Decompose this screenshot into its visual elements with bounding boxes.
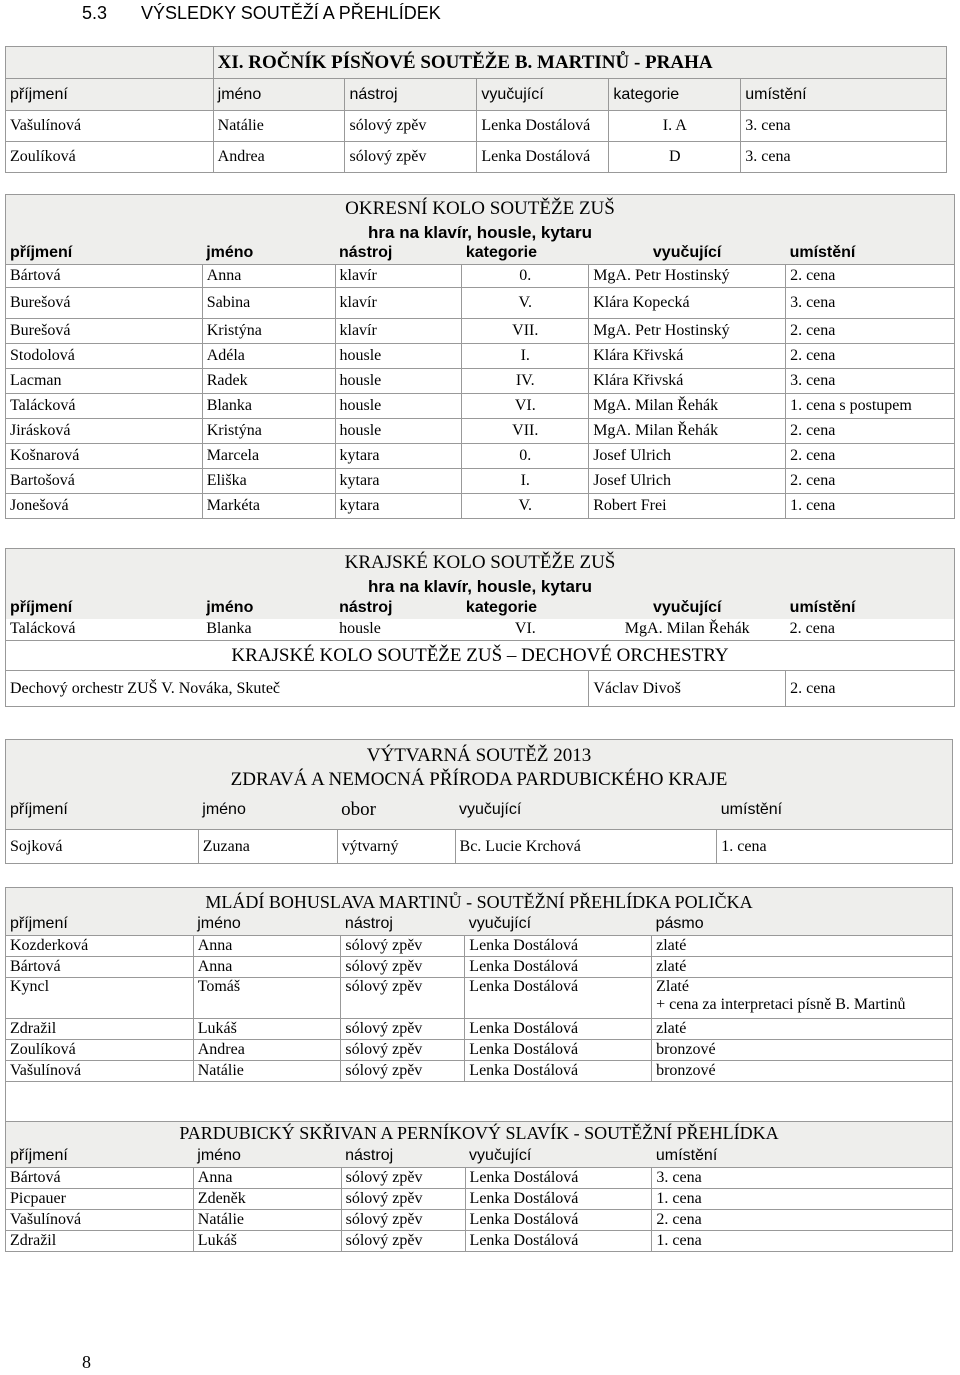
cell: sólový zpěv [345,111,477,142]
table-row [6,977,953,1018]
cell: bronzové [652,1060,953,1081]
t6-h3: vyučující [469,1147,532,1165]
cell: 3. cena [786,369,955,394]
cell: housle [335,369,462,394]
cell: Natálie [193,1210,341,1231]
cell: Zdražil [6,1018,194,1039]
t5-h1: jméno [197,914,241,932]
table-row [6,394,955,419]
cell: Klára Křivská [589,344,786,369]
cell: zlaté [652,956,953,977]
table-row [6,419,955,444]
t6-h4: umístění [655,1147,718,1165]
cell: sólový zpěv [341,1018,465,1039]
cell: I. [462,344,589,369]
cell: VI. [514,620,536,638]
table-row [6,1210,953,1231]
cell: 2. cena [786,444,955,469]
table-okresni-kolo [5,194,955,519]
t4-h2: obor [341,799,376,821]
t5-h4: pásmo [655,914,704,932]
cell: 3. cena [652,1168,953,1189]
cell: sólový zpěv [341,1231,465,1252]
cell: klavír [335,319,462,344]
cell: V. [462,288,589,319]
cell: 2. cena [786,265,955,288]
cell: sólový zpěv [345,142,477,173]
t3-h1: jméno [206,598,254,616]
cell: Zdražil [6,1231,194,1252]
cell: housle [339,620,381,638]
cell: 2. cena [786,469,955,494]
cell: Talácková [6,394,203,419]
cell: Stodolová [6,344,203,369]
table-row [6,344,955,369]
orch-teacher: Václav Divoš [589,671,786,707]
cell: Natálie [213,111,345,142]
table-row [6,444,955,469]
cell: VII. [462,419,589,444]
cell: Sabina [202,288,335,319]
kyncl-note: + cena za interpretaci písně B. Martinů [656,995,906,1013]
cell: Vašulínová [6,1210,194,1231]
t3-title: KRAJSKÉ KOLO SOUTĚŽE ZUŠ [6,549,955,577]
t1-h2: nástroj [345,79,477,111]
table-row [6,111,947,142]
pasmo-value: Zlaté [656,977,689,995]
cell: sólový zpěv [341,1039,465,1060]
t1-h0: příjmení [6,79,214,111]
cell: Lenka Dostálová [465,1018,652,1039]
table-mladi-martinu [5,887,953,1140]
t4-h1: jméno [202,801,246,819]
cell: I. A [609,111,741,142]
table-pardubicky-skrivan [5,1121,953,1252]
t5-h3: vyučující [468,914,532,932]
cell: housle [335,394,462,419]
cell: Talácková [10,620,76,638]
cell [652,977,953,1018]
cell: 1. cena [652,1189,953,1210]
cell: 0. [462,444,589,469]
page-number: 8 [82,1352,91,1372]
cell: zlaté [652,935,953,956]
cell: 1. cena [786,494,955,519]
t2-h4: vyučující [652,244,722,262]
t2-subtitle: hra na klavír, housle, kytaru [6,223,955,243]
cell: 2. cena [786,319,955,344]
cell: Bártová [6,956,194,977]
cell: sólový zpěv [341,1210,465,1231]
cell: 2. cena [786,344,955,369]
cell: IV. [462,369,589,394]
table-krajske-kolo [5,548,955,707]
cell: kytara [335,469,462,494]
cell: Bártová [6,1168,194,1189]
section-heading [82,3,441,24]
cell: Klára Kopecká [589,288,786,319]
cell: Kristýna [202,319,335,344]
cell: MgA. Petr Hostinský [589,265,786,288]
cell: Vašulínová [6,111,214,142]
cell: 2. cena [786,419,955,444]
t1-title: XI. ROČNÍK PÍSŇOVÉ SOUTĚŽE B. MARTINŮ - PRAHA [213,47,946,79]
t3-h4: vyučující [653,598,722,616]
cell: Radek [202,369,335,394]
cell: Adéla [202,344,335,369]
cell: Markéta [202,494,335,519]
cell: Kozderková [6,935,194,956]
cell: Lenka Dostálová [477,111,609,142]
t6-title: PARDUBICKÝ SKŘIVAN A PERNÍKOVÝ SLAVÍK - SOUTĚŽNÍ PŘEHLÍDKA [179,1123,779,1144]
cell: Lenka Dostálová [465,935,652,956]
cell: Anna [193,956,341,977]
cell: Tomáš [193,977,341,1018]
cell: 1. cena [717,830,953,864]
cell: Andrea [213,142,345,173]
cell: Burešová [6,319,203,344]
cell: Natálie [193,1060,341,1081]
t1-h5: umístění [741,79,947,111]
cell: Lenka Dostálová [477,142,609,173]
cell: Kyncl [6,977,194,1018]
cell: Zoulíková [6,1039,194,1060]
cell: housle [335,419,462,444]
cell: sólový zpěv [341,1189,465,1210]
t2-title: OKRESNÍ KOLO SOUTĚŽE ZUŠ [6,195,955,223]
cell: Josef Ulrich [589,444,786,469]
cell: Lenka Dostálová [465,1060,652,1081]
cell: Anna [202,265,335,288]
cell: Picpauer [6,1189,194,1210]
cell: 3. cena [741,142,947,173]
t4-title: VÝTVARNÁ SOUTĚŽ 2013 [366,744,592,766]
cell: VII. [462,319,589,344]
cell: MgA. Milan Řehák [589,394,786,419]
table-row [6,469,955,494]
cell: MgA. Milan Řehák [589,419,786,444]
cell: Lukáš [193,1018,341,1039]
cell: V. [462,494,589,519]
t5-h2: nástroj [344,914,393,932]
cell: 2. cena [652,1210,953,1231]
table-row [6,935,953,956]
cell: MgA. Milan Řehák [624,620,750,638]
cell: Lenka Dostálová [465,956,652,977]
table-row [6,1189,953,1210]
t5-h0: příjmení [10,914,68,932]
t5-title: MLÁDÍ BOHUSLAVA MARTINŮ - SOUTĚŽNÍ PŘEHLÍDKA POLIČKA [205,892,753,912]
t2-h3: kategorie [465,244,537,262]
cell: klavír [335,265,462,288]
cell: Zoulíková [6,142,214,173]
cell: Bártová [6,265,203,288]
t4-h0: příjmení [10,801,68,819]
t1-h4: kategorie [609,79,741,111]
cell: Sojková [6,830,199,864]
table-row [6,619,955,641]
cell: Jonešová [6,494,203,519]
cell: Lukáš [193,1231,341,1252]
t3-h3: kategorie [465,598,538,616]
cell: 3. cena [741,111,947,142]
cell: D [609,142,741,173]
t6-h1: jméno [197,1147,241,1165]
cell: Blanka [206,620,252,638]
table-row [6,1039,953,1060]
orch-place: 2. cena [786,671,955,707]
table-row [6,142,947,173]
cell: Eliška [202,469,335,494]
cell: sólový zpěv [341,1060,465,1081]
table-row [6,265,955,288]
cell: Bc. Lucie Krchová [455,830,717,864]
t6-h2: nástroj [345,1147,394,1165]
cell: Lenka Dostálová [465,1231,652,1252]
cell: Anna [193,935,341,956]
cell: Andrea [193,1039,341,1060]
cell: Anna [193,1168,341,1189]
orch-name: Dechový orchestr ZUŠ V. Nováka, Skuteč [6,671,589,707]
cell: Košnarová [6,444,203,469]
cell: 0. [462,265,589,288]
cell: 3. cena [786,288,955,319]
cell: Jirásková [6,419,203,444]
cell: Robert Frei [589,494,786,519]
t4-title2: ZDRAVÁ A NEMOCNÁ PŘÍRODA PARDUBICKÉHO KRAJE [230,768,728,790]
cell: výtvarný [337,830,455,864]
cell: sólový zpěv [341,977,465,1018]
cell: sólový zpěv [341,935,465,956]
cell: Lenka Dostálová [465,1189,652,1210]
t3-h5: umístění [789,598,856,616]
cell: housle [335,344,462,369]
cell: sólový zpěv [341,1168,465,1189]
table-row [6,1018,953,1039]
table-martinu-praha [5,46,947,173]
table-row [6,494,955,519]
cell: Zuzana [198,830,337,864]
table-row [6,956,953,977]
t3-h2: nástroj [339,598,393,616]
cell: Burešová [6,288,203,319]
table-row [6,1231,953,1252]
cell: Blanka [202,394,335,419]
cell: Lenka Dostálová [465,1039,652,1060]
cell: 2. cena [789,620,835,638]
table-row [6,1168,953,1189]
t2-h0: příjmení [10,244,73,262]
cell: Lenka Dostálová [465,977,652,1018]
t3-title2: KRAJSKÉ KOLO SOUTĚŽE ZUŠ – DECHOVÉ ORCHESTRY [6,641,955,671]
t3-subtitle: hra na klavír, housle, kytaru [6,577,955,597]
cell: Marcela [202,444,335,469]
cell: sólový zpěv [341,956,465,977]
cell: Klára Křivská [589,369,786,394]
cell: Kristýna [202,419,335,444]
t3-h0: příjmení [10,598,73,616]
table-row [6,319,955,344]
cell: MgA. Petr Hostinský [589,319,786,344]
cell: Bartošová [6,469,203,494]
table-row [6,1060,953,1081]
cell: bronzové [652,1039,953,1060]
t6-h0: příjmení [10,1147,68,1165]
t2-h1: jméno [206,244,254,262]
cell: Zdeněk [193,1189,341,1210]
cell: kytara [335,494,462,519]
t1-h3: vyučující [477,79,609,111]
cell: Lacman [6,369,203,394]
cell: 1. cena s postupem [786,394,955,419]
cell: kytara [335,444,462,469]
section-number: 5.3 [82,3,108,23]
cell: Josef Ulrich [589,469,786,494]
t4-h3: vyučující [459,801,522,819]
t2-h2: nástroj [339,244,393,262]
table-vytvarna-soutez [5,739,953,864]
t1-h1: jméno [213,79,345,111]
table-row [6,369,955,394]
table-row [6,288,955,319]
t4-h4: umístění [720,801,783,819]
cell: VI. [462,394,589,419]
cell: klavír [335,288,462,319]
cell: Lenka Dostálová [465,1168,652,1189]
section-title: VÝSLEDKY SOUTĚŽÍ A PŘEHLÍDEK [141,3,441,23]
cell: 1. cena [652,1231,953,1252]
cell: Lenka Dostálová [465,1210,652,1231]
cell: zlaté [652,1018,953,1039]
t2-h5: umístění [789,244,856,262]
table-row [6,830,953,864]
cell: Vašulínová [6,1060,194,1081]
cell: I. [462,469,589,494]
